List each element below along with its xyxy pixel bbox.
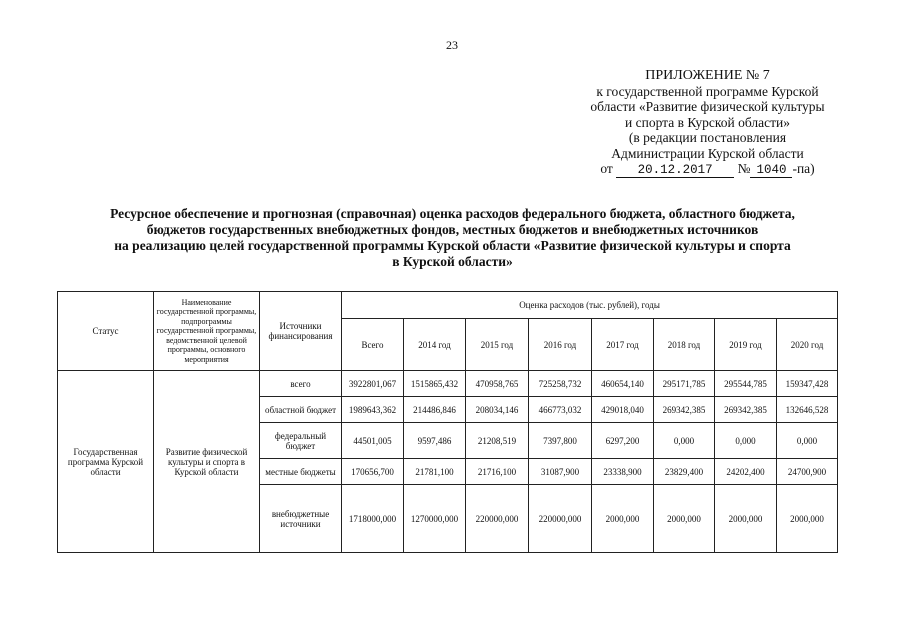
value-cell: 725258,732	[529, 371, 592, 397]
value-cell: 21208,519	[466, 423, 529, 459]
value-cell: 429018,040	[592, 397, 654, 423]
value-cell: 23829,400	[654, 459, 715, 485]
appendix-block	[560, 68, 855, 178]
appendix-line: (в редакции постановления	[628, 130, 787, 145]
funding-source: местные бюджеты	[260, 459, 342, 485]
header-year: 2015 год	[466, 319, 529, 371]
value-cell: 2000,000	[715, 485, 777, 553]
value-cell: 21781,100	[404, 459, 466, 485]
value-cell: 0,000	[715, 423, 777, 459]
funding-source: областной бюджет	[260, 397, 342, 423]
resolution-date: 20.12.2017	[616, 164, 734, 178]
number-prefix: №	[737, 161, 751, 176]
value-cell: 44501,005	[342, 423, 404, 459]
header-program-name: Наименование государственной программы, подпрограммы государственной программы, ведомственной целевой программы, основного мероприятия	[154, 292, 260, 371]
appendix-line: Администрации Курской области	[611, 145, 804, 161]
header-funding-source: Источники финансирования	[260, 292, 342, 371]
value-cell: 1718000,000	[342, 485, 404, 553]
heading-line: Ресурсное обеспечение и прогнозная (справочная) оценка расходов федерального бюджета, областного бюджета,	[110, 206, 795, 221]
value-cell: 24700,900	[777, 459, 838, 485]
value-cell: 1515865,432	[404, 371, 466, 397]
value-cell: 21716,100	[466, 459, 529, 485]
header-year: Всего	[342, 319, 404, 371]
value-cell: 220000,000	[466, 485, 529, 553]
funding-source: внебюджетные источники	[260, 485, 342, 553]
header-status: Статус	[58, 292, 154, 371]
value-cell: 132646,528	[777, 397, 838, 423]
program-status: Государственная программа Курской области	[58, 371, 154, 553]
number-suffix: -па)	[792, 161, 815, 176]
value-cell: 2000,000	[654, 485, 715, 553]
value-cell: 214486,846	[404, 397, 466, 423]
table-row	[58, 371, 838, 397]
date-prefix: от	[600, 161, 613, 176]
value-cell: 2000,000	[777, 485, 838, 553]
header-year: 2018 год	[654, 319, 715, 371]
header-year: 2014 год	[404, 319, 466, 371]
value-cell: 0,000	[654, 423, 715, 459]
heading-line: бюджетов государственных внебюджетных фондов, местных бюджетов и внебюджетных источников	[146, 222, 759, 237]
value-cell: 159347,428	[777, 371, 838, 397]
value-cell: 7397,800	[529, 423, 592, 459]
header-year: 2017 год	[592, 319, 654, 371]
value-cell: 269342,385	[715, 397, 777, 423]
value-cell: 3922801,067	[342, 371, 404, 397]
value-cell: 220000,000	[529, 485, 592, 553]
value-cell: 31087,900	[529, 459, 592, 485]
value-cell: 1270000,000	[404, 485, 466, 553]
appendix-line: к государственной программе Курской	[596, 83, 819, 99]
value-cell: 0,000	[777, 423, 838, 459]
value-cell: 1989643,362	[342, 397, 404, 423]
budget-table	[57, 291, 838, 553]
heading-line: на реализацию целей государственной программы Курской области «Развитие физической культуры и спорта	[114, 238, 791, 253]
header-estimate-group: Оценка расходов (тыс. рублей), годы	[342, 292, 838, 319]
value-cell: 170656,700	[342, 459, 404, 485]
funding-source: федеральный бюджет	[260, 423, 342, 459]
appendix-date-line	[560, 161, 855, 178]
header-year: 2019 год	[715, 319, 777, 371]
appendix-title: ПРИЛОЖЕНИЕ № 7	[645, 68, 770, 83]
program-name: Развитие физической культуры и спорта в Курской области	[154, 371, 260, 553]
value-cell: 295171,785	[654, 371, 715, 397]
value-cell: 208034,146	[466, 397, 529, 423]
value-cell: 9597,486	[404, 423, 466, 459]
funding-source: всего	[260, 371, 342, 397]
value-cell: 6297,200	[592, 423, 654, 459]
document-heading	[40, 206, 865, 270]
value-cell: 24202,400	[715, 459, 777, 485]
value-cell: 470958,765	[466, 371, 529, 397]
value-cell: 2000,000	[592, 485, 654, 553]
value-cell: 269342,385	[654, 397, 715, 423]
header-year: 2016 год	[529, 319, 592, 371]
heading-line: в Курской области»	[392, 254, 513, 269]
appendix-line: и спорта в Курской области»	[625, 114, 790, 130]
value-cell: 23338,900	[592, 459, 654, 485]
resolution-number: 1040	[750, 164, 792, 178]
value-cell: 466773,032	[529, 397, 592, 423]
page-number: 23	[446, 38, 458, 52]
value-cell: 460654,140	[592, 371, 654, 397]
value-cell: 295544,785	[715, 371, 777, 397]
header-year: 2020 год	[777, 319, 838, 371]
appendix-line: области «Развитие физической культуры	[590, 99, 825, 114]
